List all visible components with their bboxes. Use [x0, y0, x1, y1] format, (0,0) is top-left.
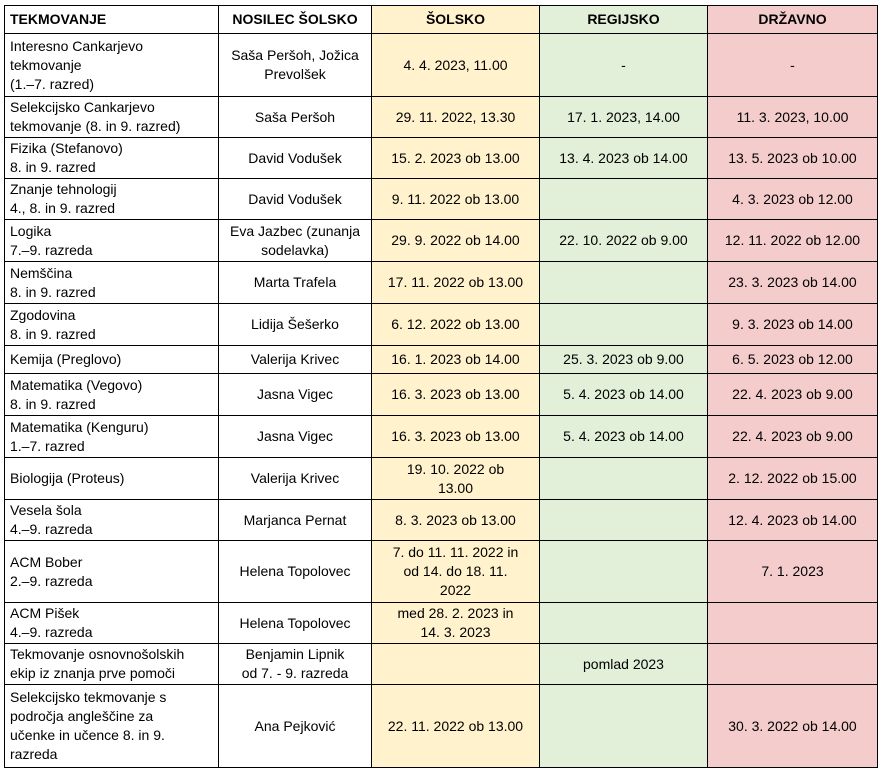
cell-regijsko [540, 685, 708, 768]
cell-regijsko [540, 603, 708, 644]
cell-solsko [372, 603, 540, 644]
cell-nosilec-text: Saša Peršoh, Jožica Prevolšek [231, 47, 359, 82]
cell-drzavno-text: - [790, 56, 795, 73]
cell-solsko [372, 500, 540, 541]
cell-solsko-text: 19. 10. 2022 ob 13.00 [406, 460, 505, 496]
cell-solsko [372, 416, 540, 458]
cell-tekmovanje [5, 374, 219, 416]
cell-tekmovanje-text: Matematika (Vegovo) 8. in 9. razred [10, 376, 143, 412]
cell-tekmovanje-text: Zgodovina 8. in 9. razred [10, 306, 96, 342]
cell-drzavno-text: 23. 3. 2023 ob 14.00 [728, 274, 857, 290]
cell-nosilec-text: Benjamin Lipnik od 7. - 9. razreda [241, 646, 349, 681]
header-regijsko: REGIJSKO [540, 6, 708, 34]
cell-solsko [372, 541, 540, 603]
cell-solsko [372, 220, 540, 262]
cell-solsko-text: 9. 11. 2022 ob 13.00 [391, 190, 520, 207]
cell-drzavno-text: 13. 5. 2023 ob 10.00 [728, 149, 857, 166]
cell-drzavno-text: 12. 11. 2022 ob 12.00 [724, 232, 861, 248]
cell-tekmovanje-text: Matematika (Kenguru) 1.–7. razred [10, 418, 149, 454]
cell-solsko-text: 16. 1. 2023 ob 14.00 [391, 351, 520, 367]
cell-tekmovanje [5, 304, 219, 346]
table-row [5, 304, 878, 346]
header-nosilec: NOSILEC ŠOLSKO [219, 6, 372, 34]
cell-drzavno [708, 644, 878, 685]
cell-regijsko [540, 416, 708, 458]
cell-tekmovanje [5, 262, 219, 304]
cell-drzavno-text: 9. 3. 2023 ob 14.00 [732, 316, 853, 332]
table-row [5, 97, 878, 138]
header-solsko: ŠOLSKO [372, 6, 540, 34]
cell-solsko [372, 304, 540, 346]
cell-regijsko-text: 5. 4. 2023 ob 14.00 [563, 386, 684, 402]
cell-solsko [372, 644, 540, 685]
cell-nosilec [219, 138, 372, 179]
cell-tekmovanje [5, 34, 219, 97]
cell-solsko [372, 179, 540, 220]
cell-drzavno [708, 603, 878, 644]
cell-solsko-text: med 28. 2. 2023 in 14. 3. 2023 [397, 605, 514, 640]
table-row [5, 644, 878, 685]
cell-tekmovanje [5, 458, 219, 500]
table-row [5, 603, 878, 644]
cell-solsko-text: 16. 3. 2023 ob 13.00 [391, 428, 520, 444]
cell-drzavno [708, 220, 878, 262]
cell-tekmovanje-text: Vesela šola 4.–9. razreda [10, 502, 93, 537]
competitions-table [4, 5, 878, 768]
cell-nosilec [219, 220, 372, 262]
cell-tekmovanje-text: Fizika (Stefanovo) 8. in 9. razred [10, 140, 123, 175]
cell-tekmovanje-text: ACM Pišek 4.–9. razreda [10, 605, 93, 640]
cell-regijsko [540, 500, 708, 541]
cell-solsko-text: 16. 3. 2023 ob 13.00 [391, 386, 520, 402]
cell-tekmovanje [5, 179, 219, 220]
cell-solsko-text: 8. 3. 2023 ob 13.00 [395, 511, 516, 528]
cell-regijsko-text: 25. 3. 2023 ob 9.00 [563, 351, 684, 367]
table-row [5, 262, 878, 304]
table-row [5, 416, 878, 458]
header-tekmovanje: TEKMOVANJE [5, 6, 219, 34]
cell-nosilec [219, 97, 372, 138]
cell-regijsko [540, 262, 708, 304]
header-drzavno: DRŽAVNO [708, 6, 878, 34]
cell-tekmovanje-text: Selekcijsko Cankarjevo tekmovanje (8. in 9. razred) [10, 99, 181, 134]
cell-drzavno-text: 22. 4. 2023 ob 9.00 [732, 428, 853, 444]
cell-drzavno [708, 97, 878, 138]
cell-regijsko [540, 220, 708, 262]
cell-regijsko-text: pomlad 2023 [583, 655, 664, 672]
cell-tekmovanje-text: Selekcijsko tekmovanje s področja angleščine za učenke in učence 8. in 9. razreda [10, 689, 167, 762]
cell-nosilec-text: Lidija Šešerko [251, 316, 339, 332]
cell-solsko [372, 262, 540, 304]
cell-solsko-text: 29. 11. 2022, 13.30 [395, 108, 516, 125]
cell-solsko-text: 15. 2. 2023 ob 13.00 [391, 149, 520, 166]
table-row [5, 138, 878, 179]
cell-drzavno-text: 30. 3. 2022 ob 14.00 [728, 717, 857, 734]
table-row [5, 220, 878, 262]
cell-nosilec-text: Helena Topolovec [239, 614, 351, 631]
cell-tekmovanje [5, 138, 219, 179]
cell-nosilec-text: Marjanca Pernat [243, 511, 347, 528]
cell-tekmovanje [5, 416, 219, 458]
cell-regijsko [540, 346, 708, 374]
cell-drzavno [708, 685, 878, 768]
cell-nosilec [219, 685, 372, 768]
cell-drzavno-text: 4. 3. 2023 ob 12.00 [732, 190, 853, 207]
cell-solsko-text: 7. do 11. 11. 2022 in od 14. do 18. 11. 2022 [392, 544, 519, 598]
cell-drzavno-text: 12. 4. 2023 ob 14.00 [728, 511, 857, 528]
table-row [5, 34, 878, 97]
cell-regijsko-text: - [621, 56, 626, 73]
cell-solsko [372, 458, 540, 500]
cell-tekmovanje-text: Tekmovanje osnovnošolskih ekip iz znanja prve pomoči [10, 646, 185, 681]
cell-solsko [372, 97, 540, 138]
cell-regijsko-text: 5. 4. 2023 ob 14.00 [563, 428, 684, 444]
cell-nosilec [219, 500, 372, 541]
cell-solsko [372, 346, 540, 374]
cell-regijsko [540, 97, 708, 138]
cell-solsko [372, 374, 540, 416]
table-row [5, 500, 878, 541]
cell-nosilec [219, 541, 372, 603]
cell-solsko-text: 29. 9. 2022 ob 14.00 [391, 232, 520, 248]
cell-nosilec [219, 304, 372, 346]
cell-nosilec [219, 644, 372, 685]
cell-regijsko-text: 13. 4. 2023 ob 14.00 [559, 149, 688, 166]
cell-drzavno [708, 346, 878, 374]
cell-nosilec-text: Eva Jazbec (zunanja sodelavka) [230, 222, 360, 258]
cell-nosilec [219, 458, 372, 500]
cell-tekmovanje-text: Znanje tehnologij 4., 8. in 9. razred [10, 181, 117, 216]
cell-drzavno [708, 458, 878, 500]
cell-regijsko [540, 374, 708, 416]
header-row [5, 6, 878, 34]
cell-nosilec-text: Jasna Vigec [256, 428, 333, 444]
cell-drzavno [708, 262, 878, 304]
cell-solsko-text: 4. 4. 2023, 11.00 [403, 56, 508, 73]
cell-tekmovanje-text: Kemija (Preglovo) [10, 351, 122, 367]
cell-solsko-text: 6. 12. 2022 ob 13.00 [391, 316, 520, 332]
table-row [5, 458, 878, 500]
cell-tekmovanje [5, 346, 219, 374]
cell-tekmovanje [5, 644, 219, 685]
cell-tekmovanje [5, 685, 219, 768]
cell-solsko-text: 22. 11. 2022 ob 13.00 [387, 717, 524, 734]
cell-drzavno [708, 374, 878, 416]
cell-nosilec [219, 346, 372, 374]
cell-nosilec [219, 262, 372, 304]
cell-tekmovanje [5, 603, 219, 644]
cell-regijsko [540, 304, 708, 346]
cell-drzavno [708, 500, 878, 541]
cell-nosilec-text: Jasna Vigec [256, 386, 333, 402]
cell-regijsko [540, 138, 708, 179]
cell-drzavno [708, 416, 878, 458]
cell-tekmovanje-text: Biologija (Proteus) [10, 470, 125, 486]
cell-nosilec-text: Saša Peršoh [254, 108, 336, 125]
cell-solsko [372, 138, 540, 179]
table-row [5, 374, 878, 416]
cell-solsko [372, 34, 540, 97]
cell-drzavno [708, 541, 878, 603]
cell-tekmovanje-text: ACM Bober 2.–9. razreda [10, 553, 93, 589]
cell-nosilec [219, 603, 372, 644]
cell-nosilec-text: Valerija Krivec [250, 351, 340, 367]
cell-nosilec-text: Ana Pejković [254, 717, 336, 734]
cell-solsko [372, 685, 540, 768]
cell-drzavno-text: 11. 3. 2023, 10.00 [736, 108, 849, 125]
cell-regijsko-text: 17. 1. 2023, 14.00 [567, 108, 680, 125]
cell-drzavno-text: 2. 12. 2022 ob 15.00 [728, 470, 857, 486]
cell-drzavno-text: 6. 5. 2023 ob 12.00 [732, 351, 853, 367]
cell-solsko-text: 17. 11. 2022 ob 13.00 [387, 274, 524, 290]
cell-drzavno [708, 34, 878, 97]
cell-nosilec [219, 179, 372, 220]
cell-regijsko-text: 22. 10. 2022 ob 9.00 [559, 232, 688, 248]
cell-tekmovanje-text: Nemščina 8. in 9. razred [10, 264, 96, 300]
cell-tekmovanje [5, 220, 219, 262]
cell-nosilec-text: Valerija Krivec [250, 470, 340, 486]
cell-drzavno [708, 304, 878, 346]
cell-tekmovanje-text: Logika 7.–9. razreda [10, 222, 93, 258]
cell-regijsko [540, 458, 708, 500]
cell-regijsko [540, 541, 708, 603]
cell-drzavno-text: 7. 1. 2023 [761, 563, 824, 579]
table-row [5, 346, 878, 374]
cell-nosilec-text: David Vodušek [248, 190, 342, 207]
table-row [5, 541, 878, 603]
cell-nosilec-text: Marta Trafela [253, 274, 337, 290]
cell-drzavno [708, 138, 878, 179]
cell-nosilec [219, 34, 372, 97]
cell-regijsko [540, 179, 708, 220]
cell-regijsko [540, 644, 708, 685]
table-row [5, 685, 878, 768]
cell-drzavno-text: 22. 4. 2023 ob 9.00 [732, 386, 853, 402]
cell-tekmovanje [5, 97, 219, 138]
table-row [5, 179, 878, 220]
cell-tekmovanje [5, 500, 219, 541]
cell-drzavno [708, 179, 878, 220]
cell-nosilec [219, 416, 372, 458]
cell-nosilec-text: Helena Topolovec [239, 563, 351, 579]
cell-tekmovanje-text: Interesno Cankarjevo tekmovanje (1.–7. razred) [10, 37, 144, 92]
cell-regijsko [540, 34, 708, 97]
cell-nosilec-text: David Vodušek [248, 149, 342, 166]
cell-nosilec [219, 374, 372, 416]
cell-tekmovanje [5, 541, 219, 603]
